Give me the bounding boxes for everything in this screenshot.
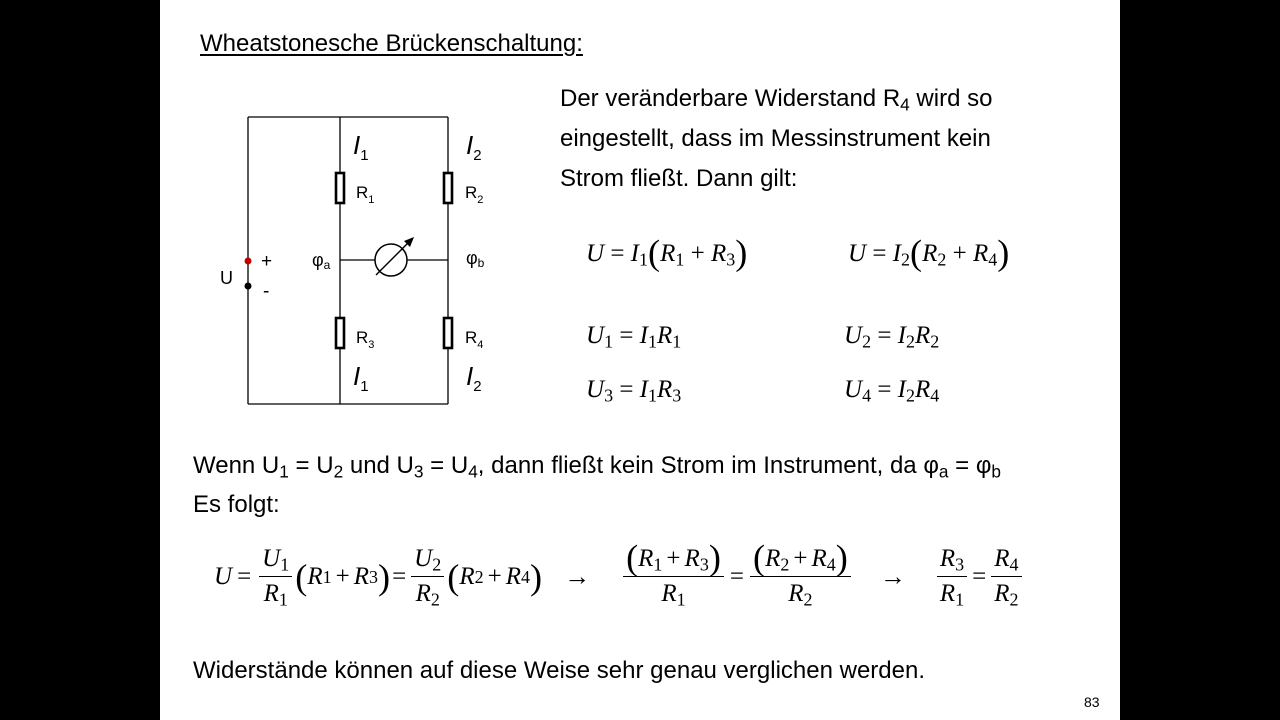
source-label-u: U — [220, 268, 233, 288]
current-label-i2-bottom: $I_2$ — [466, 361, 482, 395]
intro-subscript: 4 — [900, 94, 910, 115]
resistor-r4 — [444, 318, 452, 348]
resistor-r2 — [444, 173, 452, 203]
wheatstone-circuit-diagram — [220, 100, 580, 420]
potential-label-a: φa — [312, 250, 331, 272]
resistor-label-r2: $R_2$ — [465, 183, 484, 206]
resistor-r3 — [336, 318, 344, 348]
terminal-plus-label: + — [261, 251, 273, 272]
galvanometer-icon — [375, 237, 414, 276]
final-derivation: U = $\frac{U_1}{R_1}$ ( R 1 + R 3 ) = $\frac{U_2}{R_2}$ ( R 2 + R 4 ) → $\frac{(R_1 + R_3)}{R_1}$ = $\frac{(R_2 + R_4)}{R_2}$ → $\frac{R_3}{R_1}$ = $\frac{R_4}{R_2}$ — [214, 542, 1025, 611]
fraction-r2r4-r2: $\frac{(R_2 + R_4)}{R_2}$ — [750, 542, 851, 611]
slide-title: Wheatstonesche Brückenschaltung: — [200, 30, 583, 57]
equation-u-i2: $U = I_2(R_2 + R_4)$ — [848, 232, 1010, 273]
fraction-r3-r1: $\frac{R_3}{R_1}$ — [937, 542, 967, 611]
resistor-r1 — [336, 173, 344, 203]
follows-label: Es folgt: — [193, 491, 280, 518]
equation-u3: $U_3 = I_1R_3$ — [586, 376, 682, 406]
fraction-r1r3-r1: $\frac{(R_1 + R_3)}{R_1}$ — [623, 542, 724, 611]
arrow-icon: → — [879, 561, 906, 591]
intro-line-1 — [560, 79, 992, 119]
equation-u1: $U_1 = I_1R_1$ — [586, 322, 682, 352]
equation-u2: $U_2 = I_2R_2$ — [844, 322, 940, 352]
page-number: 83 — [1084, 694, 1100, 710]
equation-u4: $U_4 = I_2R_4$ — [844, 376, 940, 406]
current-label-i2-top: $I_2$ — [466, 130, 482, 164]
current-label-i1-top: $I_1$ — [353, 130, 369, 164]
intro-text: wird so — [909, 85, 993, 112]
fraction-r4-r2: $\frac{R_4}{R_2}$ — [991, 542, 1021, 611]
fraction-u1-r1: $\frac{U_1}{R_1}$ — [259, 542, 292, 611]
terminal-plus-icon — [245, 258, 252, 265]
resistor-label-r4: $R_4$ — [465, 328, 484, 351]
final-u: U — [214, 562, 233, 590]
current-label-i1-bottom: $I_1$ — [353, 361, 369, 395]
resistor-label-r3: $R_3$ — [356, 328, 375, 351]
fraction-u2-r2: $\frac{U_2}{R_2}$ — [411, 542, 444, 611]
equation-u-i1: $U = I_1(R_1 + R_3)$ — [586, 232, 748, 273]
intro-line-3: Strom fließt. Dann gilt: — [560, 165, 798, 192]
terminal-minus-icon — [245, 283, 252, 290]
conclusion-sentence: Widerstände können auf diese Weise sehr genau verglichen werden. — [193, 657, 925, 684]
slide — [160, 0, 1120, 720]
intro-line-2: eingestellt, dass im Messinstrument kein — [560, 125, 991, 152]
intro-text: Der veränderbare Widerstand R — [560, 85, 901, 112]
resistor-label-r1: $R_1$ — [356, 183, 375, 206]
condition-sentence: Wenn $U_1 = U_2$ und $U_3 = U_4$, dann fließt kein Strom im Instrument, da $\varphi_a = \varphi_b$ — [193, 452, 1002, 482]
potential-label-b: φb — [466, 248, 485, 270]
arrow-icon: → — [564, 561, 591, 591]
terminal-minus-label: - — [263, 281, 270, 302]
